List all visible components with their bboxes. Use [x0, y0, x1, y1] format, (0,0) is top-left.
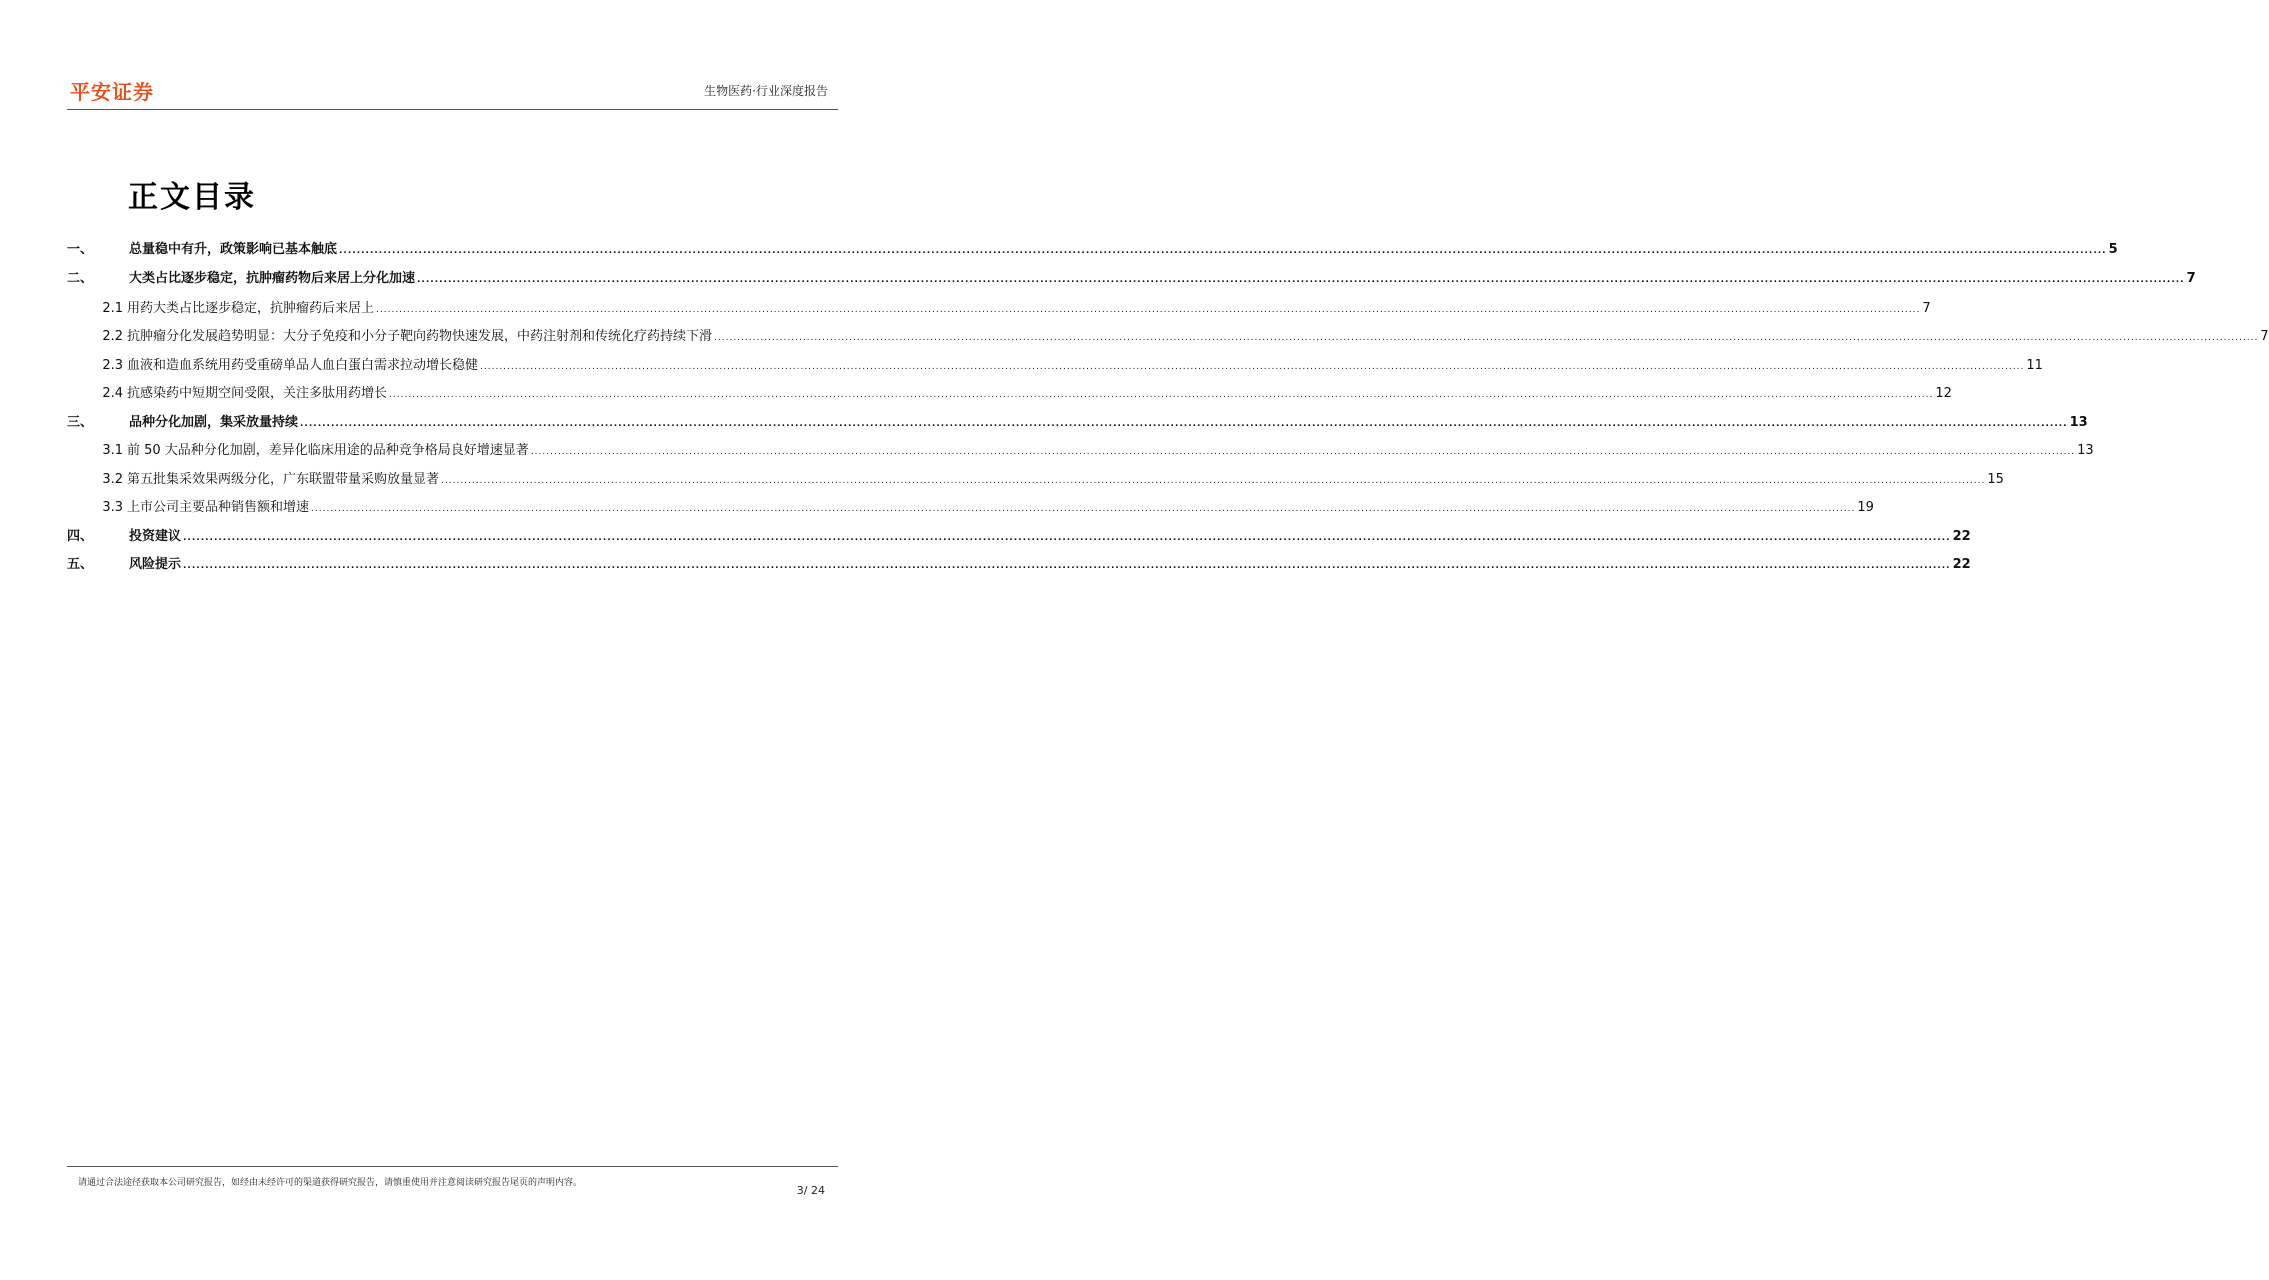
- toc-entry-page: 12: [1935, 386, 1952, 401]
- toc-entry-page: 19: [1857, 500, 1874, 515]
- toc-entry-title: 上市公司主要品种销售额和增速: [127, 500, 310, 515]
- toc-entry-number: 3.2: [102, 472, 123, 487]
- toc-dot-leader: ................................................................................................................................................................................................................................................................................................................................................................................................................: [183, 533, 1951, 543]
- toc-dot-leader: ................................................................................................................................................................................................................................................................................................................................................................................................................: [389, 390, 1934, 400]
- toc-dot-leader: ................................................................................................................................................................................................................................................................................................................................................................................................................: [530, 447, 2076, 457]
- toc-entry[interactable]: [67, 265, 2196, 287]
- toc-entry[interactable]: [67, 323, 2269, 345]
- toc-entry-title: 总量稳中有升，政策影响已基本触底: [129, 242, 338, 257]
- toc-entry[interactable]: [67, 352, 2043, 374]
- toc-entry-page: 7: [2260, 329, 2269, 344]
- page-number: 3/ 24: [796, 1184, 825, 1197]
- toc-entry[interactable]: [67, 437, 2094, 459]
- page-title: 正文目录: [128, 180, 256, 215]
- toc-entry-page: 11: [2026, 358, 2043, 373]
- toc-entry-title: 抗感染药中短期空间受限，关注多肽用药增长: [127, 386, 388, 401]
- toc-entry-number: 3.3: [102, 500, 123, 515]
- toc-entry[interactable]: [67, 409, 2088, 431]
- toc-entry-title: 抗肿瘤分化发展趋势明显：大分子免疫和小分子靶向药物快速发展，中药注射剂和传统化疗药持续下滑: [127, 329, 713, 344]
- toc-entry-number: 一、: [67, 242, 94, 257]
- toc-dot-leader: ................................................................................................................................................................................................................................................................................................................................................................................................................: [376, 305, 1921, 315]
- header-divider: [67, 109, 838, 110]
- toc-entry[interactable]: [67, 494, 1874, 516]
- toc-entry-page: 13: [2069, 415, 2088, 430]
- toc-entry[interactable]: [67, 551, 1971, 573]
- toc-entry[interactable]: [67, 523, 1971, 545]
- toc-entry-title: 用药大类占比逐步稳定，抗肿瘤药后来居上: [127, 301, 375, 316]
- toc-entry-number: 二、: [67, 271, 94, 286]
- toc-entry-number: 2.4: [102, 386, 123, 401]
- toc-entry-page: 22: [1952, 557, 1971, 572]
- toc-entry-page: 22: [1952, 529, 1971, 544]
- footer-divider: [67, 1166, 838, 1167]
- toc-entry[interactable]: [67, 380, 1952, 402]
- toc-dot-leader: ................................................................................................................................................................................................................................................................................................................................................................................................................: [311, 504, 1856, 514]
- toc-entry-number: 3.1: [102, 443, 123, 458]
- toc-entry-title: 前 50 大品种分化加剧，差异化临床用途的品种竞争格局良好增速显著: [127, 443, 529, 458]
- toc-entry-number: 四、: [67, 529, 94, 544]
- toc-entry-number: 2.1: [102, 301, 123, 316]
- toc-entry-title: 大类占比逐步稳定，抗肿瘤药物后来居上分化加速: [129, 271, 416, 286]
- toc-dot-leader: ................................................................................................................................................................................................................................................................................................................................................................................................................: [183, 561, 1951, 571]
- toc-entry-title: 血液和造血系统用药受重磅单品人血白蛋白需求拉动增长稳健: [127, 358, 479, 373]
- toc-entry-number: 三、: [67, 415, 94, 430]
- toc-dot-leader: ................................................................................................................................................................................................................................................................................................................................................................................................................: [480, 362, 2025, 372]
- toc-entry-page: 7: [2186, 271, 2196, 286]
- toc-entry-title: 投资建议: [129, 529, 182, 544]
- toc-entry[interactable]: [67, 466, 2004, 488]
- page-header: [67, 76, 838, 110]
- footer-disclaimer: 请通过合法途径获取本公司研究报告，如经由未经许可的渠道获得研究报告，请慎重使用并注意阅读研究报告尾页的声明内容。: [78, 1178, 583, 1188]
- toc-entry-number: 五、: [67, 557, 94, 572]
- report-type-label: 生物医药·行业深度报告: [704, 84, 828, 98]
- toc-entry-title: 第五批集采效果两级分化，广东联盟带量采购放量显著: [127, 472, 440, 487]
- toc-entry-title: 品种分化加剧，集采放量持续: [129, 415, 299, 430]
- toc-dot-leader: ................................................................................................................................................................................................................................................................................................................................................................................................................: [417, 275, 2185, 285]
- toc-dot-leader: ................................................................................................................................................................................................................................................................................................................................................................................................................: [339, 246, 2107, 256]
- toc-entry-page: 7: [1922, 301, 1931, 316]
- toc-entry-number: 2.2: [102, 329, 123, 344]
- toc-entry-page: 13: [2077, 443, 2094, 458]
- toc-entry-title: 风险提示: [129, 557, 182, 572]
- toc-entry-number: 2.3: [102, 358, 123, 373]
- toc-entry[interactable]: [67, 295, 1931, 317]
- company-logo: 平安证券: [70, 80, 154, 104]
- toc-dot-leader: ................................................................................................................................................................................................................................................................................................................................................................................................................: [300, 419, 2068, 429]
- toc-entry-page: 5: [2108, 242, 2118, 257]
- toc-dot-leader: ................................................................................................................................................................................................................................................................................................................................................................................................................: [441, 476, 1986, 486]
- toc-entry[interactable]: [67, 236, 2118, 258]
- toc-entry-page: 15: [1987, 472, 2004, 487]
- toc-dot-leader: ................................................................................................................................................................................................................................................................................................................................................................................................................: [714, 333, 2259, 343]
